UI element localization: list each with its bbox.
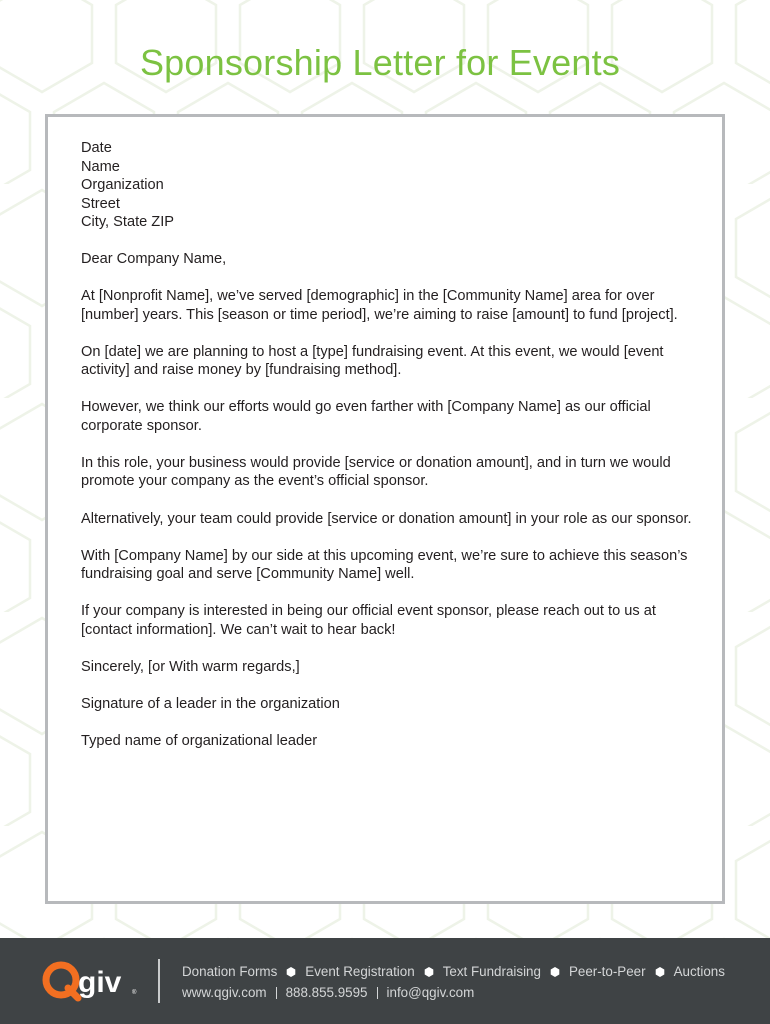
paragraph: However, we think our efforts would go even farther with [Company Name] as our official corporate sponsor. [81, 399, 651, 434]
paragraph: On [date] we are planning to host a [type] fundraising event. At this event, we would [event activity] and raise money by [fundraising method]. [81, 343, 664, 379]
paragraph: At [Nonprofit Name], we’ve served [demographic] in the [Community Name] area for over [number] years. This [season or time period], we’re aiming to raise [amount] to fund [project]. [81, 288, 678, 323]
paragraph: If your company is interested in being our official event sponsor, please reach out to us at [contact information]. We can’t wait to hear back! [81, 603, 656, 638]
paragraph: Alternatively, your team could provide [service or donation amount] in your role as our sponsor. [81, 510, 692, 527]
recipient-address [81, 139, 693, 232]
product-link[interactable]: Text Fundraising [442, 964, 541, 979]
product-link[interactable]: Auctions [673, 964, 725, 979]
separator [276, 987, 277, 999]
product-link[interactable]: Peer-to-Peer [568, 964, 646, 979]
svg-text:giv: giv [78, 966, 122, 999]
signature-line: Signature of a leader in the organization [81, 695, 340, 712]
address-line: Date [81, 140, 112, 156]
hexagon-bullet-icon [550, 967, 560, 977]
product-link[interactable]: Event Registration [305, 964, 415, 979]
phone-number[interactable]: 888.855.9595 [285, 985, 368, 1000]
closing: Sincerely, [or With warm regards,] [81, 658, 300, 675]
address-line: City, State ZIP [81, 214, 174, 230]
address-line: Street [81, 195, 120, 212]
contact-info [182, 985, 474, 1000]
paragraph: In this role, your business would provide [service or donation amount], and in turn we would promote your company as the event’s official sponsor. [81, 454, 671, 490]
footer-divider [158, 959, 160, 1003]
product-list [182, 964, 725, 979]
svg-text:®: ® [132, 990, 137, 996]
paragraph: With [Company Name] by our side at this upcoming event, we’re sure to achieve this season’s fundraising goal and serve [Community Name] well. [81, 547, 688, 583]
separator [377, 987, 378, 999]
qgiv-logo [42, 958, 142, 1002]
greeting: Dear Company Name, [81, 251, 227, 268]
typed-name-line: Typed name of organizational leader [81, 733, 318, 750]
address-line: Organization [81, 177, 164, 193]
address-line: Name [81, 158, 120, 175]
letter-body [81, 139, 693, 769]
page-title: Sponsorship Letter for Events [139, 42, 621, 83]
email-link[interactable]: info@qgiv.com [386, 985, 475, 1000]
product-link[interactable]: Donation Forms [182, 964, 278, 979]
hexagon-bullet-icon [655, 967, 665, 977]
website-link[interactable]: www.qgiv.com [182, 985, 267, 1000]
hexagon-bullet-icon [286, 967, 296, 977]
hexagon-bullet-icon [424, 967, 434, 977]
